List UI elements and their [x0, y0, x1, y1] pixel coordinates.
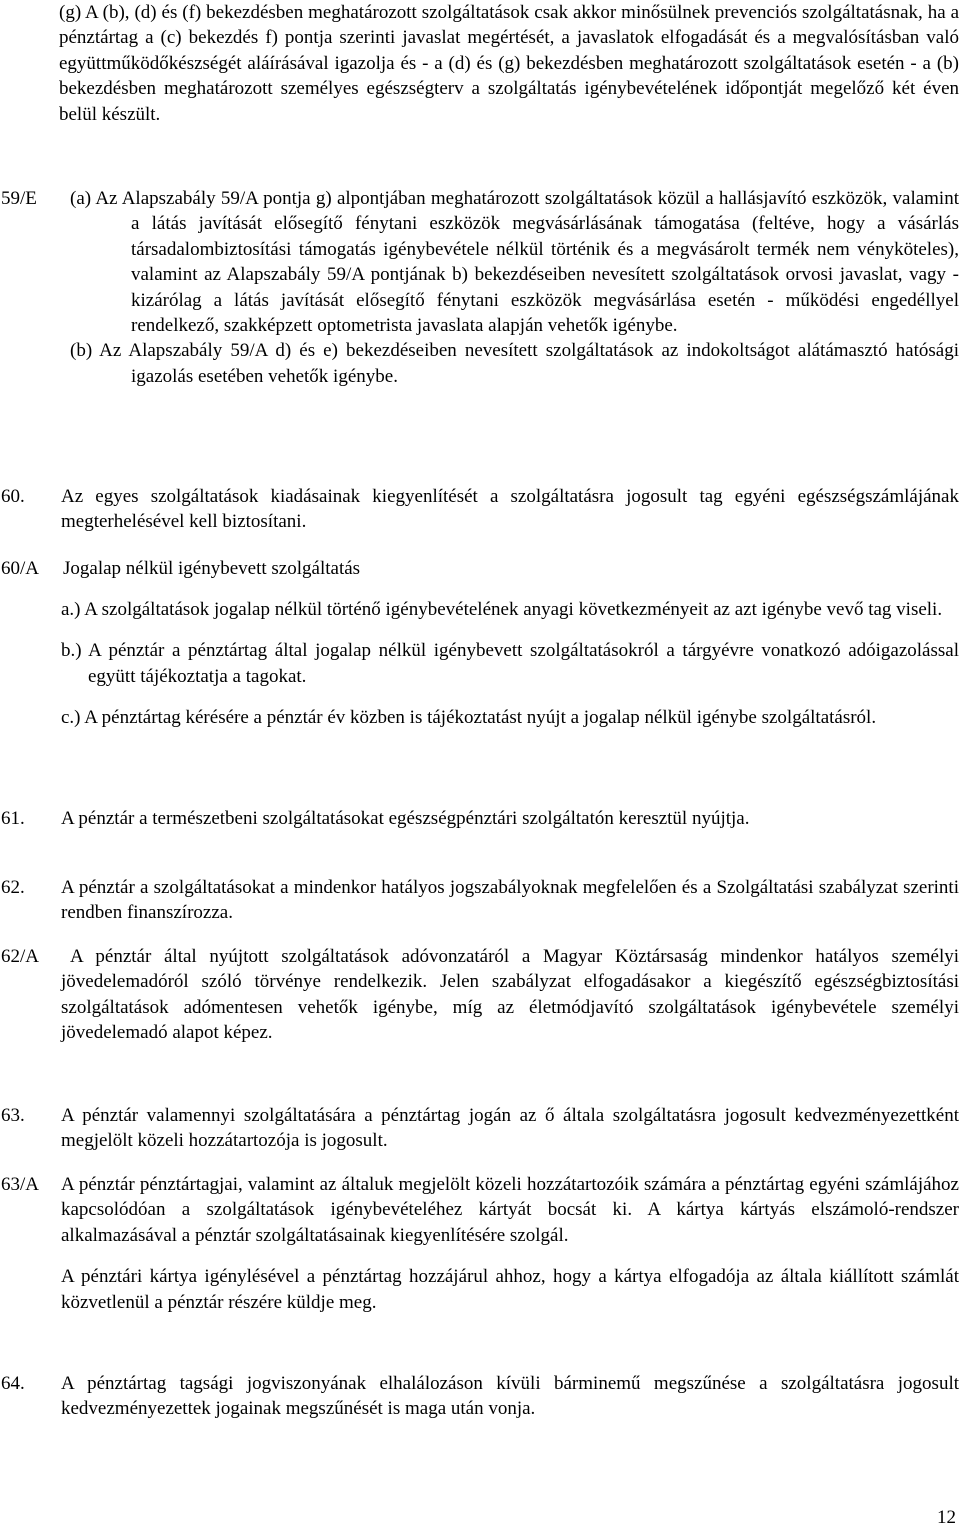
section-62-text: A pénztár a szolgáltatásokat a mindenkor hatályos jogszabályoknak megfelelően és a Szolgáltatási szabályzat szerinti rendben finanszírozza. — [61, 877, 959, 924]
section-number: 62. — [1, 877, 25, 898]
section-number: 60/A — [1, 558, 39, 579]
paragraph-g-text: (g) A (b), (d) és (f) bekezdésben meghatározott szolgáltatások csak akkor minősülnek prevenciós szolgáltatásnak, ha a pénztártag a (c) bekezdés f) pontja szerinti javaslat megértését, a javaslatok elfogadását és a megvalósításban való együttműködőkészségét aláírásával igazolja és - a (d) és (g) bekezdésben meghatározott szolgáltatások esetén - a (b) bekezdésben meghatározott személyes egészségterv a szolgáltatás igénybevételének időpontját megelőző két éven belül készült. — [59, 2, 959, 125]
section-number: 63. — [1, 1105, 25, 1126]
section-60a-item-a: a.) A szolgáltatások jogalap nélkül történő igénybevételének anyagi következményeit az azt igénybe vevő tag viseli. — [61, 599, 943, 620]
section-60a-item-c: c.) A pénztártag kérésére a pénztár év közben is tájékoztatást nyújt a jogalap nélkül igénybe szolgáltatásról. — [61, 707, 877, 729]
section-63a-text-1: A pénztár pénztártagjai, valamint az általuk megjelölt közeli hozzátartozóik számára a pénztártag egyéni számlájához kapcsolódóan a szolgáltatások igénybevételéhez kártyát bocsát ki. A kártya kártyás elszámoló-rendszer alkalmazásával a pénztár szolgáltatásainak kiegyenlítésére szolgál. — [61, 1174, 959, 1246]
page-number: 12 — [937, 1507, 956, 1528]
section-63-text: A pénztár valamennyi szolgáltatására a pénztártag jogán az ő általa szolgáltatásra jogosult kedvezményezettként megjelölt közeli hozzátartozója is jogosult. — [61, 1105, 959, 1152]
section-59e-b: (b) Az Alapszabály 59/A d) és e) bekezdéseiben nevesített szolgáltatások az indokoltságot alátámasztó hatósági igazolás esetében vehetők igénybe. — [70, 340, 959, 387]
section-59e-a: (a) Az Alapszabály 59/A pontja g) alpontjában meghatározott szolgáltatások közül a hallásjavító eszközök, valamint a látás javítását elősegítő fénytani eszközök megvásárlásának támogatása (feltéve, hogy a vásárlás társadalombiztosítási támogatás igénybevétele nélkül történik és a megvásárolt termék nem vényköteles), valamint az Alapszabály 59/A pontjának b) bekezdéseiben nevesített szolgáltatások orvosi javaslat, vagy - kizárólag a látás javítását elősegítő fénytani eszközök megvásárlása esetén - működési engedéllyel rendelkező, szakképzett optometrista javaslata alapján vehetők igénybe. — [70, 188, 959, 337]
section-number: 61. — [1, 808, 25, 829]
section-number: 63/A — [1, 1174, 39, 1195]
section-60a-title: Jogalap nélkül igénybevett szolgáltatás — [63, 558, 361, 579]
section-64-text: A pénztártag tagsági jogviszonyának elhalálozáson kívüli bárminemű megszűnése a szolgáltatásra jogosult kedvezményezettek jogainak megszűnését is maga után vonja. — [61, 1373, 959, 1420]
section-number: 60. — [1, 486, 25, 507]
section-60-text: Az egyes szolgáltatások kiadásainak kiegyenlítését a szolgáltatásra jogosult tag egyéni egészségszámlájának megterhelésével kell biztosítani. — [61, 486, 959, 533]
section-number: 64. — [1, 1373, 25, 1394]
section-number: 62/A — [1, 946, 39, 967]
section-63a-text-2: A pénztári kártya igénylésével a pénztártag hozzájárul ahhoz, hogy a kártya elfogadója az általa kiállított számlát közvetlenül a pénztár részére küldje meg. — [61, 1266, 959, 1313]
section-60a-item-b: b.) A pénztár a pénztártag által jogalap nélkül igénybevett szolgáltatásokról a tárgyévre vonatkozó adóigazolással együtt tájékoztatja a tagokat. — [61, 640, 959, 687]
section-61-text: A pénztár a természetbeni szolgáltatásokat egészségpénztári szolgáltatón keresztül nyújtja. — [61, 808, 750, 829]
section-number: 59/E — [1, 188, 37, 209]
section-62a-text: A pénztár által nyújtott szolgáltatások adóvonzatáról a Magyar Köztársaság mindenkor hatályos személyi jövedelemadóról szóló törvénye rendelkezik. Jelen szabályzat elfogadásakor a kiegészítő egészségbiztosítási szolgáltatások adómentesen vehetők igénybe, míg az életmódjavító szolgáltatások igénybevétele személyi jövedelemadó alapot képez. — [61, 946, 959, 1044]
